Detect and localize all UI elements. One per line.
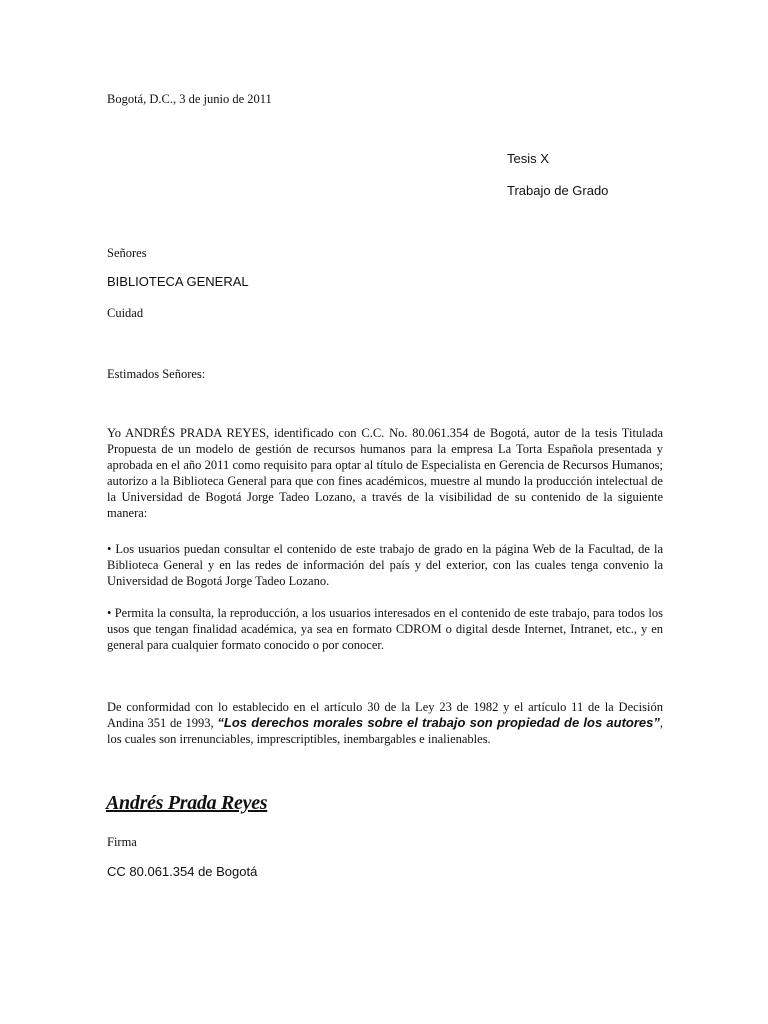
bullet-item-2: • Permita la consulta, la reproducción, a los usuarios interesados en el contenido de este trabajo, para todos los usos que tengan finalidad académica, ya sea en formato CDROM o digital desde Internet, Intranet, etc., y en general para cualquier formato conocido o por conocer.: [107, 606, 663, 652]
trabajo-option: Trabajo de Grado: [507, 183, 609, 198]
signature: Andrés Prada Reyes: [106, 792, 268, 814]
greeting: Estimados Señores:: [107, 367, 206, 381]
bullet-item-1: • Los usuarios puedan consultar el contenido de este trabajo de grado en la página Web de la Facultad, de la Biblioteca General y en las redes de información del país y del exterior, con las cuales tenga convenio la Universidad de Bogotá Jorge Tadeo Lozano.: [107, 542, 663, 588]
conformity-end: , los cuales son irrenunciables, imprescriptibles, inembargables e inalienables.: [107, 716, 663, 746]
recipient-city: Cuidad: [107, 306, 144, 320]
recipient-salutation: Señores: [107, 246, 147, 260]
date-line: Bogotá, D.C., 3 de junio de 2011: [107, 92, 272, 106]
conformity-emphasis: “Los derechos morales sobre el trabajo son propiedad de los autores”: [217, 715, 660, 730]
body-paragraph: Yo ANDRÉS PRADA REYES, identificado con C.C. No. 80.061.354 de Bogotá, autor de la tesis Titulada Propuesta de un modelo de gestión de recursos humanos para la empresa La Torta Española presentada y aprobada en el año 2011 como requisito para optar al título de Especialista en Gerencia de Recursos Humanos; autorizo a la Biblioteca General para que con fines académicos, muestre al mundo la producción intelectual de la Universidad de Bogotá Jorge Tadeo Lozano, a través de la visibilidad de su contenido de la siguiente manera:: [107, 426, 663, 520]
signature-label: Firma: [107, 835, 137, 849]
tesis-option: Tesis X: [507, 151, 549, 166]
conformity-paragraph: [107, 699, 663, 747]
id-line: CC 80.061.354 de Bogotá: [107, 864, 258, 879]
recipient-name: BIBLIOTECA GENERAL: [107, 274, 249, 289]
conformity-start: De conformidad con lo establecido en el artículo 30 de la Ley 23 de 1982 y el artículo 11 de la Decisión Andina 351 de 1993,: [107, 700, 663, 730]
